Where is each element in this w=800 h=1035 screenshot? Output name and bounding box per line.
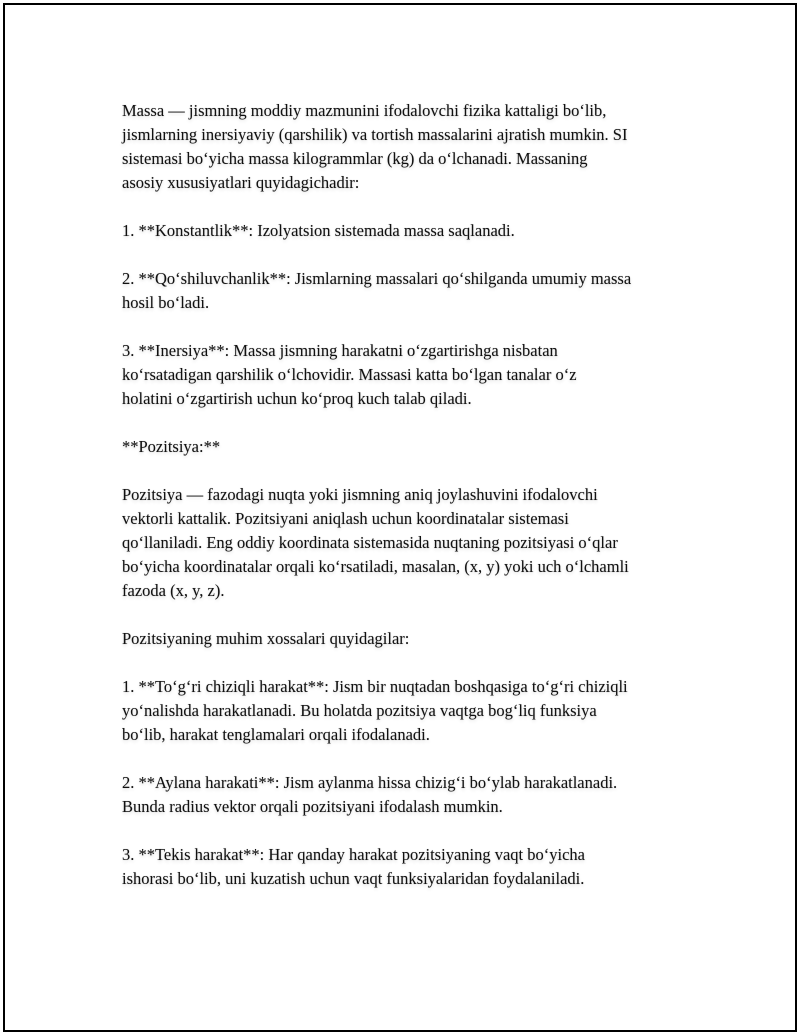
text-line: Pozitsiya — fazodagi nuqta yoki jismning aniq joylashuvini ifodalovchi <box>122 485 598 504</box>
text-line: jismlarning inersiyaviy (qarshilik) va tortish massalarini ajratish mumkin. SI <box>122 125 628 144</box>
paragraph-mass-intro <box>122 99 702 195</box>
paragraph-position-properties <box>122 627 702 651</box>
text-line: holatini o‘zgartirish uchun ko‘proq kuch talab qiladi. <box>122 389 472 408</box>
text-line: bo‘lib, harakat tenglamalari orqali ifodalanadi. <box>122 725 430 744</box>
list-item-inertia <box>122 339 702 411</box>
list-item-circular-motion <box>122 771 702 819</box>
text-line: 3. **Tekis harakat**: Har qanday harakat pozitsiyaning vaqt bo‘yicha <box>122 845 585 864</box>
page-frame <box>3 3 797 1032</box>
text-line: **Pozitsiya:** <box>122 437 221 456</box>
text-line: qo‘llaniladi. Eng oddiy koordinata sistemasida nuqtaning pozitsiyasi o‘qlar <box>122 533 618 552</box>
text-line: vektorli kattalik. Pozitsiyani aniqlash uchun koordinatalar sistemasi <box>122 509 569 528</box>
text-line: bo‘yicha koordinatalar orqali ko‘rsatiladi, masalan, (x, y) yoki uch o‘lchamli <box>122 557 629 576</box>
text-line: 1. **Konstantlik**: Izolyatsion sistemada massa saqlanadi. <box>122 221 515 240</box>
text-line: 3. **Inersiya**: Massa jismning harakatni o‘zgartirishga nisbatan <box>122 341 558 360</box>
text-line: Bunda radius vektor orqali pozitsiyani ifodalash mumkin. <box>122 797 503 816</box>
text-line: 1. **To‘g‘ri chiziqli harakat**: Jism bir nuqtadan boshqasiga to‘g‘ri chiziqli <box>122 677 628 696</box>
text-line: Massa — jismning moddiy mazmunini ifodalovchi fizika kattaligi bo‘lib, <box>122 101 607 120</box>
list-item-uniform-motion <box>122 843 702 891</box>
section-heading-position <box>122 435 702 459</box>
list-item-additivity <box>122 267 702 315</box>
text-line: asosiy xususiyatlari quyidagichadir: <box>122 173 360 192</box>
text-line: sistemasi bo‘yicha massa kilogrammlar (kg) da o‘lchanadi. Massaning <box>122 149 588 168</box>
text-line: 2. **Qo‘shiluvchanlik**: Jismlarning massalari qo‘shilganda umumiy massa <box>122 269 632 288</box>
text-line: ko‘rsatadigan qarshilik o‘lchovidir. Massasi katta bo‘lgan tanalar o‘z <box>122 365 577 384</box>
text-line: fazoda (x, y, z). <box>122 581 225 600</box>
text-line: Pozitsiyaning muhim xossalari quyidagilar: <box>122 629 410 648</box>
text-line: hosil bo‘ladi. <box>122 293 210 312</box>
document-body <box>122 99 702 915</box>
list-item-linear-motion <box>122 675 702 747</box>
text-line: yo‘nalishda harakatlanadi. Bu holatda pozitsiya vaqtga bog‘liq funksiya <box>122 701 597 720</box>
text-line: ishorasi bo‘lib, uni kuzatish uchun vaqt funksiyalaridan foydalaniladi. <box>122 869 585 888</box>
paragraph-position-intro <box>122 483 702 603</box>
text-line: 2. **Aylana harakati**: Jism aylanma hissa chizig‘i bo‘ylab harakatlanadi. <box>122 773 618 792</box>
list-item-constancy <box>122 219 702 243</box>
